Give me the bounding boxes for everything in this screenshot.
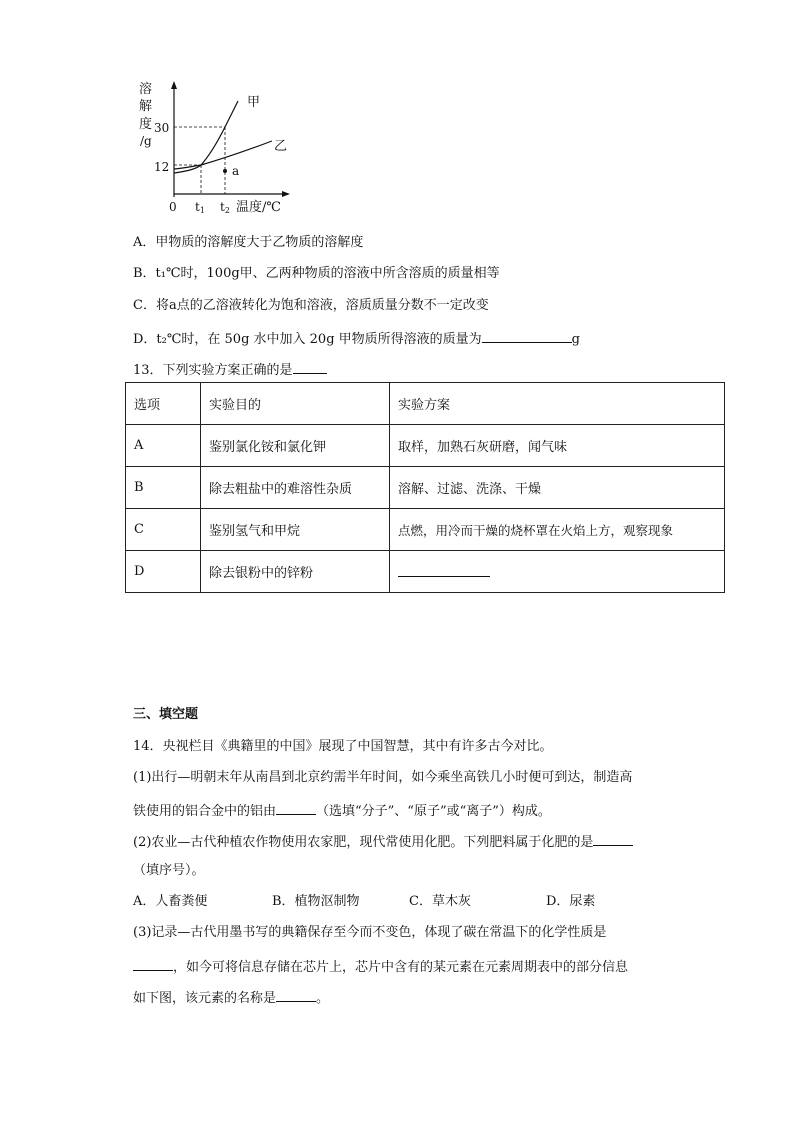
q14-part3-text2: 如下图，该元素的名称是 bbox=[133, 991, 277, 1006]
q14-part2-options bbox=[133, 893, 595, 911]
row-plan: 取样，加熟石灰研磨，闻气味 bbox=[390, 425, 725, 467]
y-tick-12: 12 bbox=[154, 160, 170, 174]
table-row bbox=[126, 467, 725, 509]
answer-blank[interactable] bbox=[276, 987, 316, 1002]
q14-part2-text: (2)农业—古代种植农作物使用农家肥，现代常使用化肥。下列肥料属于化肥的是 bbox=[133, 835, 594, 850]
header-plan: 实验方案 bbox=[390, 383, 725, 425]
table-row bbox=[126, 509, 725, 551]
q13-table bbox=[125, 382, 725, 593]
x-tick-t2: t2 bbox=[220, 200, 230, 215]
table-header-row bbox=[126, 383, 725, 425]
y-axis-arrow bbox=[171, 81, 177, 89]
row-plan bbox=[390, 551, 725, 593]
x-axis-label: 温度/℃ bbox=[236, 200, 281, 215]
curve-jia-label: 甲 bbox=[247, 95, 261, 110]
y-label-4: /g bbox=[140, 134, 152, 148]
q14-part2-line2: （填序号）。 bbox=[133, 863, 205, 878]
y-label-2: 解 bbox=[139, 99, 153, 114]
q12-option-d-text: D．t₂℃时，在 50g 水中加入 20g 甲物质所得溶液的质量为 bbox=[133, 332, 482, 347]
q12-option-d-unit: g bbox=[571, 332, 580, 347]
q13-stem-text: 13．下列实验方案正确的是 bbox=[133, 363, 293, 378]
answer-blank[interactable] bbox=[133, 956, 173, 971]
curve-yi-label: 乙 bbox=[274, 139, 288, 154]
solubility-graph bbox=[130, 75, 430, 220]
answer-blank[interactable] bbox=[398, 562, 490, 577]
row-option: C bbox=[126, 509, 201, 551]
answer-blank[interactable] bbox=[482, 328, 572, 343]
point-a-label: a bbox=[232, 164, 240, 178]
option-a: A．人畜粪便 bbox=[133, 894, 208, 909]
point-a-dot bbox=[223, 169, 227, 173]
row-option: B bbox=[126, 467, 201, 509]
y-tick-30: 30 bbox=[154, 121, 170, 135]
q14-part1-line1: (1)出行—明朝末年从南昌到北京约需半年时间，如今乘坐高铁几小时便可到达，制造高 bbox=[133, 770, 633, 785]
row-plan: 点燃，用冷而干燥的烧杯罩在火焰上方，观察现象 bbox=[390, 509, 725, 551]
q14-part3-text: ，如今可将信息存储在芯片上，芯片中含有的某元素在元素周期表中的部分信息 bbox=[173, 960, 629, 975]
header-option: 选项 bbox=[126, 383, 201, 425]
q14-part1-hint: （选填“分子”、“原子”或“离子”）构成。 bbox=[316, 804, 551, 819]
section-title: 三、填空题 bbox=[133, 707, 199, 722]
header-goal: 实验目的 bbox=[201, 383, 390, 425]
row-goal: 除去粗盐中的难溶性杂质 bbox=[201, 467, 390, 509]
y-label-1: 溶 bbox=[139, 82, 153, 97]
q14-part1-line2 bbox=[133, 800, 551, 821]
q14-part3-end: 。 bbox=[316, 991, 330, 1006]
row-option: A bbox=[126, 425, 201, 467]
curve-yi bbox=[174, 141, 272, 169]
q12-option-c: C．将a点的乙溶液转化为饱和溶液，溶质质量分数不一定改变 bbox=[133, 298, 489, 313]
q14-part1-text: 铁使用的铝合金中的铝由 bbox=[133, 804, 277, 819]
row-goal: 鉴别氯化铵和氯化钾 bbox=[201, 425, 390, 467]
q12-option-b: B．t₁℃时，100g甲、乙两种物质的溶液中所含溶质的质量相等 bbox=[133, 266, 500, 281]
row-option: D bbox=[126, 551, 201, 593]
y-label-3: 度 bbox=[139, 117, 153, 132]
q14-part3-line3 bbox=[133, 987, 329, 1008]
table-row bbox=[126, 425, 725, 467]
row-plan: 溶解、过滤、洗涤、干燥 bbox=[390, 467, 725, 509]
q14-stem: 14．央视栏目《典籍里的中国》展现了中国智慧，其中有许多古今对比。 bbox=[133, 739, 553, 754]
answer-blank[interactable] bbox=[293, 359, 327, 374]
option-b: B．植物沤制物 bbox=[272, 894, 360, 909]
table-row bbox=[126, 551, 725, 593]
row-goal: 除去银粉中的锌粉 bbox=[201, 551, 390, 593]
row-goal: 鉴别氢气和甲烷 bbox=[201, 509, 390, 551]
origin-label: 0 bbox=[169, 200, 177, 214]
x-axis-arrow bbox=[282, 191, 290, 197]
answer-blank[interactable] bbox=[593, 831, 633, 846]
option-d: D．尿素 bbox=[546, 894, 596, 909]
q12-option-d bbox=[133, 328, 580, 349]
q14-part2-line1 bbox=[133, 831, 633, 852]
curve-jia bbox=[174, 101, 238, 173]
q14-part3-line2 bbox=[133, 956, 628, 977]
option-c: C．草木灰 bbox=[409, 894, 471, 909]
q13-stem bbox=[133, 359, 327, 380]
q14-part3-line1: (3)记录—古代用墨书写的典籍保存至今而不变色，体现了碳在常温下的化学性质是 bbox=[133, 925, 607, 940]
answer-blank[interactable] bbox=[276, 800, 316, 815]
q12-option-a: A．甲物质的溶解度大于乙物质的溶解度 bbox=[133, 235, 364, 250]
x-tick-t1: t1 bbox=[195, 200, 205, 215]
